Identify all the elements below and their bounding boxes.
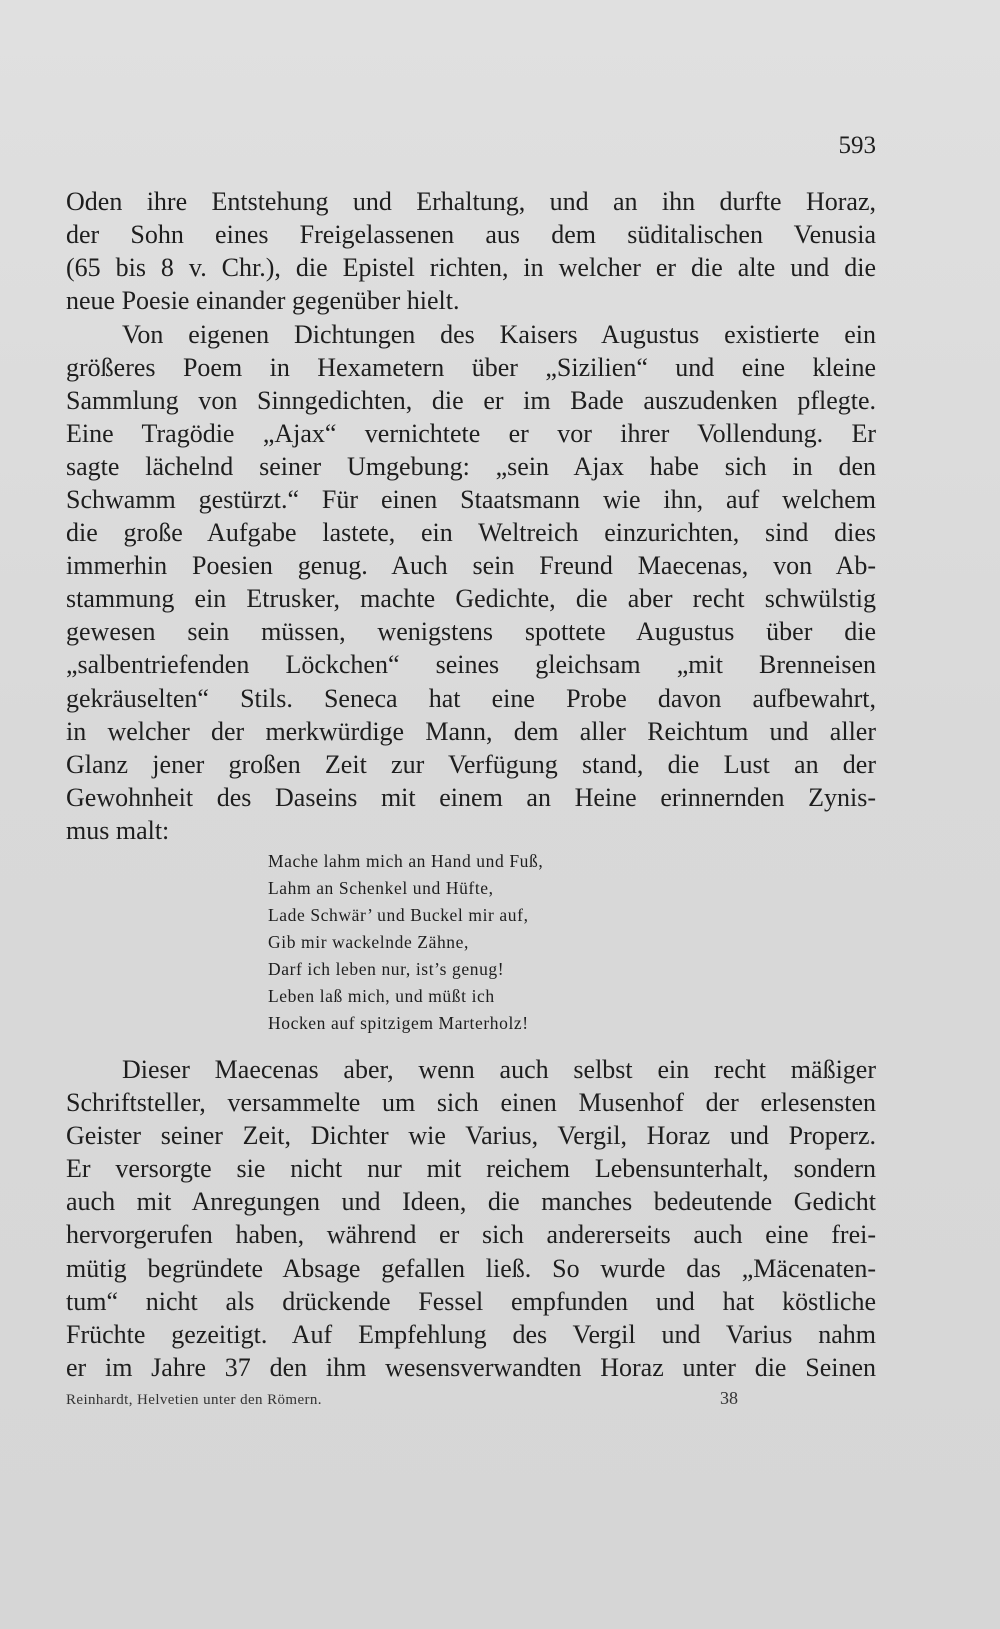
- poem-line: Mache lahm mich an Hand und Fuß,: [268, 851, 544, 871]
- text-line: (65 bis 8 v. Chr.), die Epistel richten, in welcher er die alte und die: [66, 253, 876, 283]
- poem-line: Gib mir wackelnde Zähne,: [268, 932, 469, 952]
- text-line: gewesen sein müssen, wenigstens spottete Augustus über die: [66, 617, 876, 647]
- text-line: hervorgerufen haben, während er sich andererseits auch eine frei-: [66, 1220, 876, 1250]
- text-line: Schwamm gestürzt.“ Für einen Staatsmann wie ihn, auf welchem: [66, 484, 876, 514]
- text-line: mütig begründete Absage gefallen ließ. So wurde das „Mäcenaten-: [66, 1253, 876, 1283]
- text-line: Von eigenen Dichtungen des Kaisers Augustus existierte ein: [122, 319, 876, 349]
- text-line: immerhin Poesien genug. Auch sein Freund Maecenas, von Ab-: [66, 551, 876, 581]
- page-number: 593: [838, 132, 876, 159]
- paragraph-3: [66, 1053, 876, 1384]
- text-line: der Sohn eines Freigelassenen aus dem süditalischen Venusia: [66, 220, 876, 250]
- text-line: auch mit Anregungen und Ideen, die manches bedeutende Gedicht: [66, 1187, 876, 1217]
- text-line: mus malt:: [66, 815, 170, 845]
- text-line: Schriftsteller, versammelte um sich einen Musenhof der erlesensten: [66, 1088, 876, 1118]
- paragraph-1: [66, 185, 876, 317]
- poem-line: Darf ich leben nur, ist’s genug!: [268, 959, 505, 979]
- paragraph-2: [66, 318, 876, 848]
- poem-line: Lade Schwär’ und Buckel mir auf,: [268, 905, 529, 925]
- text-line: Früchte gezeitigt. Auf Empfehlung des Vergil und Varius nahm: [66, 1319, 876, 1349]
- text-line: größeres Poem in Hexametern über „Sizilien“ und eine kleine: [66, 352, 876, 382]
- poem-line: Leben laß mich, und müßt ich: [268, 986, 495, 1006]
- text-line: gekräuselten“ Stils. Seneca hat eine Probe davon aufbewahrt,: [66, 683, 876, 713]
- footer-book-title: Reinhardt, Helvetien unter den Römern.: [66, 1392, 322, 1408]
- text-line: sagte lächelnd seiner Umgebung: „sein Ajax habe sich in den: [66, 451, 876, 481]
- poem-line: Lahm an Schenkel und Hüfte,: [268, 878, 494, 898]
- text-line: er im Jahre 37 den ihm wesensverwandten Horaz unter die Seinen: [66, 1352, 876, 1382]
- text-line: neue Poesie einander gegenüber hielt.: [66, 286, 460, 316]
- text-line: Dieser Maecenas aber, wenn auch selbst ein recht mäßiger: [122, 1055, 876, 1084]
- text-line: Eine Tragödie „Ajax“ vernichtete er vor ihrer Vollendung. Er: [66, 418, 876, 448]
- text-line: stammung ein Etrusker, machte Gedichte, die aber recht schwülstig: [66, 584, 876, 614]
- text-line: tum“ nicht als drückende Fessel empfunden und hat köstliche: [66, 1286, 876, 1316]
- text-line: Gewohnheit des Daseins mit einem an Heine erinnernden Zynis-: [66, 782, 876, 812]
- text-line: die große Aufgabe lastete, ein Weltreich einzurichten, sind dies: [66, 518, 876, 548]
- poem-quote: [268, 848, 728, 1037]
- text-line: „salbentriefenden Löckchen“ seines gleichsam „mit Brenneisen: [66, 650, 876, 680]
- text-line: Oden ihre Entstehung und Erhaltung, und an ihn durfte Horaz,: [66, 187, 876, 216]
- text-line: Glanz jener großen Zeit zur Verfügung stand, die Lust an der: [66, 749, 876, 779]
- text-line: Geister seiner Zeit, Dichter wie Varius, Vergil, Horaz und Properz.: [66, 1121, 876, 1151]
- text-line: Sammlung von Sinngedichten, die er im Bade auszudenken pflegte.: [66, 385, 876, 415]
- poem-line: Hocken auf spitzigem Marterholz!: [268, 1013, 529, 1033]
- footer-signature-mark: 38: [720, 1388, 738, 1408]
- text-line: Er versorgte sie nicht nur mit reichem Lebensunterhalt, sondern: [66, 1154, 876, 1184]
- text-line: in welcher der merkwürdige Mann, dem aller Reichtum und aller: [66, 716, 876, 746]
